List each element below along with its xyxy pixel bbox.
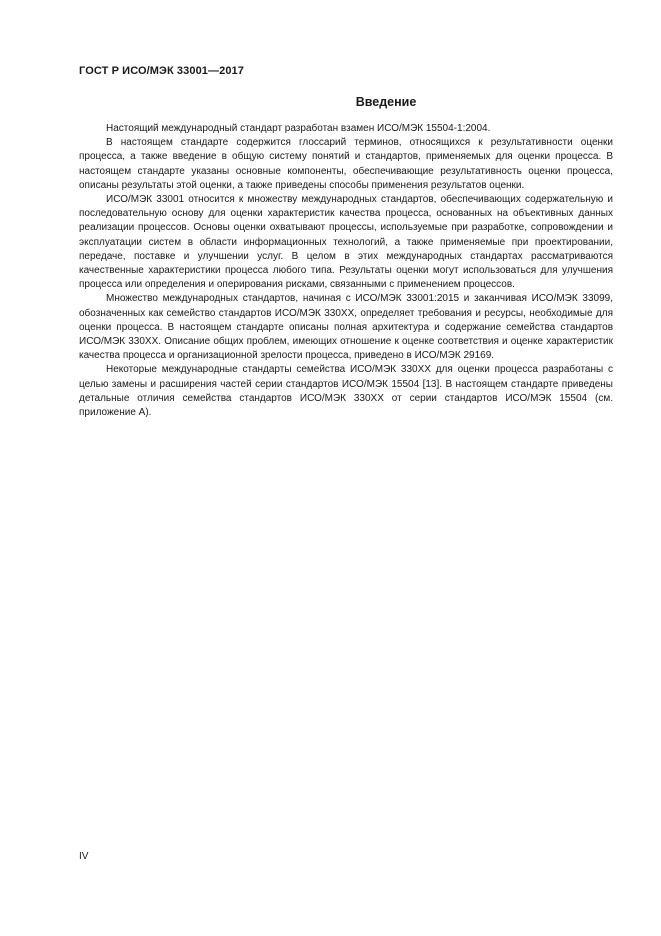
paragraph: Множество международных стандартов, начиная с ИСО/МЭК 33001:2015 и заканчивая ИСО/МЭК 33099, обозначенных как семейство стандартов ИСО/МЭК 330XX, определяет требования и ресурсы, необходимые для оценки процесса. В настоящем стандарте описаны полная архитектура и содержание семейства стандартов ИСО/МЭК 330XX. Описание общих проблем, имеющих отношение к оценке соответствия и оценке характеристик качества процесса и организационной зрелости процесса, приведено в ИСО/МЭК 29169. <box>79 293 613 362</box>
document-code-header: ГОСТ Р ИСО/МЭК 33001—2017 <box>79 65 244 77</box>
body-text <box>79 122 613 420</box>
paragraph: Некоторые международные стандарты семейства ИСО/МЭК 330XX для оценки процесса разработаны с целью замены и расширения частей серии стандартов ИСО/МЭК 15504 [13]. В настоящем стандарте приведены детальные отличия семейства стандартов ИСО/МЭК 330XX от серии стандартов ИСО/МЭК 15504 (см. приложение А). <box>79 364 613 419</box>
page-number: IV <box>79 851 89 862</box>
paragraph: ИСО/МЭК 33001 относится к множеству международных стандартов, обеспечивающих содержательную и последовательную основу для оценки характеристик качества процесса, основанных на объективных данных реализации процессов. Основы оценки охватывают процессы, используемые при разработке, сопровождении и эксплуатации систем в области информационных технологий, а также применяемые при проектировании, передаче, поставке и улучшении услуг. В целом в этих международных стандартах рассматриваются качественные характеристики процесса любого типа. Результаты оценки могут использоваться для улучшения процесса или определения и оперирования рисками, связанными с применением процессов. <box>79 194 613 291</box>
paragraph: В настоящем стандарте содержится глоссарий терминов, относящихся к результативности оценки процесса, а также введение в общую систему понятий и стандартов, применяемых для оценки процесса. В настоящем стандарте указаны основные компоненты, обеспечивающие результативность оценки процесса, описаны результаты этой оценки, а также приведены способы применения результатов оценки. <box>79 137 613 191</box>
paragraph: Настоящий международный стандарт разработан взамен ИСО/МЭК 15504-1:2004. <box>106 123 491 134</box>
section-title: Введение <box>355 95 417 109</box>
